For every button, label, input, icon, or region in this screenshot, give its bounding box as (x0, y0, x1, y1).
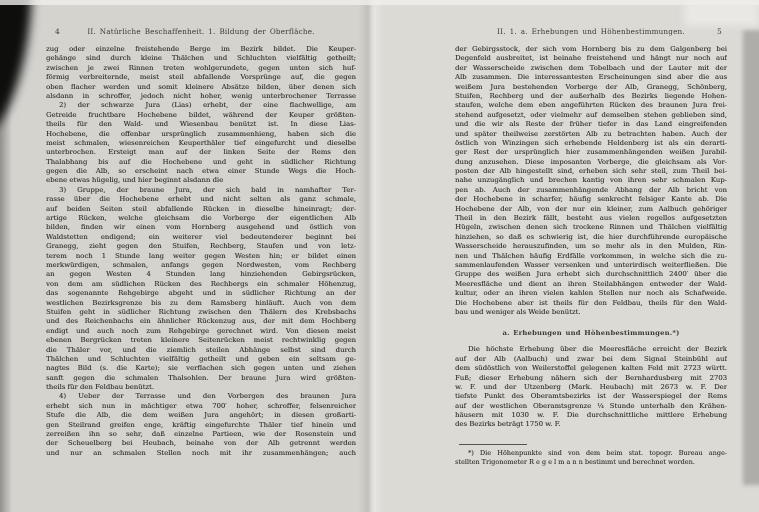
text-line: auf der westlichen Oberamtsgrenze ¼ Stunde unterhalb den Krähen- (455, 401, 727, 410)
text-line: ger Rest der ursprünglich hier zusammenhängenden weißen Jurabil- (455, 148, 727, 157)
text-line: westlichen Bezirksgrenze bis zu dem Ramsberg hinläuft. Auch von dem (46, 298, 356, 307)
text-line: alsdann in schroffer, jedoch nicht hoher, wenig unterbrochener Terrasse (46, 91, 356, 100)
text-line: Granegg, zieht gegen den Stuifen, Rechberg, Staufen und von letz- (46, 242, 356, 251)
text-line: und die wir als Reste der früher tiefer in das Land eingreifenden (455, 120, 727, 129)
text-line: Hochebene der Alb, von der nur ein kleiner, zum Aalbuch gehöriger (455, 204, 727, 213)
right-body-text-bottom (455, 345, 727, 430)
text-line: Thalabhang bis auf die Hochebene und geht in südlicher Richtung (46, 157, 356, 166)
text-line: gehänge sind durch kleine Thälchen und Schluchten vielfältig getheilt; (46, 54, 356, 63)
text-line: häusern mit 1030 w. F. Die durchschnittliche mittlere Erhebung (455, 411, 727, 420)
text-line: Hochebene, die offenbar ursprünglich zusammenhieng, haben sich die (46, 129, 356, 138)
text-line: unterbrochen. Ersteigt man auf der linken Seite der Rems den (46, 148, 356, 157)
right-body-text-top (455, 45, 727, 317)
left-page-number: 4 (55, 27, 60, 36)
text-line: förmig verbreiternde, meist steil abfallende Vorsprünge auf, die gegen (46, 73, 356, 82)
text-line: posten der Alb hingestellt sind, erheben sich sehr steil, zum Theil bei- (455, 167, 727, 176)
text-line: östlich von Winzingen sich erhebende Heldenberg ist als ein derarti- (455, 138, 727, 147)
text-line: erhebt sich nun in mächtiger etwa 700′ hoher, schroffer, felsenreicher (46, 401, 356, 410)
text-line: nen und Thälchen häufig Erdfälle vorkommen, in welche sich die zu- (455, 251, 727, 260)
text-line: der Wasserscheide zwischen dem Tobelbach und der Lauter mit der (455, 63, 727, 72)
left-running-header (46, 27, 356, 36)
text-line: 2) der schwarze Jura (Lias) erhebt, der eine flachwellige, am (59, 101, 356, 110)
left-body-text (46, 45, 356, 458)
text-line: artige Rücken, welche gleichsam die Vorberge der eigentlichen Alb (46, 214, 356, 223)
left-page (46, 27, 356, 458)
text-line: Die höchste Erhebung über die Meeresfläche erreicht der Bezirk (468, 345, 727, 354)
text-line: gegen die Alb, so erscheint nach etwa einer Stunde Wegs die Hoch- (46, 167, 356, 176)
text-line: tiefste Punkt des Oberamtsbezirks ist der Wasserspiegel der Rems (455, 392, 727, 401)
scan-background-strip (743, 30, 759, 485)
page-gutter-shadow (358, 0, 384, 512)
text-line: und nur an schmalen Stellen noch mit ihr zusammenhängen; auch (46, 448, 356, 457)
text-line: w. F. und der Utzenberg (Mark. Heubach) mit 2673 w. F. Der (455, 382, 727, 391)
text-line: nahe unzugänglich und brechen kantig von ihren sehr schmalen Kup- (455, 176, 727, 185)
text-line: bau und weniger als Weide benützt. (455, 307, 581, 316)
text-line: Stuifen, Rechberg und der außerhalb des Bezirks liegende Hohen- (455, 91, 727, 100)
footnote-line: *) Die Höhenpunkte sind von dem beim stat. topogr. Bureau ange- (468, 448, 727, 457)
text-line: bilden, finden wir einen vom Hornberg ausgehend und östlich von (46, 223, 356, 232)
text-line: der Gebirgsstock, der sich vom Hornberg bis zu dem Galgenberg bei (455, 45, 727, 53)
text-line: pen ab. Auch der zusammenhängende Abhang der Alb bricht von (455, 185, 727, 194)
text-line: von dem am südlichen Rücken des Rechbergs ein schmaler Höhenzug, (46, 279, 356, 288)
text-line: theils für den Feldbau benützt. (46, 383, 154, 392)
text-line: dem südöstlich von Weilerstoffel gelegenen kalten Feld mit 2723 württ. (455, 364, 727, 373)
text-line: auf der Alb (Aalbuch) und zwar bei dem Signal Steinbühl auf (455, 354, 727, 363)
text-line: und später theilweise zerstörten Alb zu betrachten haben. Auch der (455, 129, 727, 138)
text-line: das sogenannte Rehgebirge abgeht und in südlicher Richtung an der (46, 289, 356, 298)
text-line: Degenfeld ausbreitet, ist beinahe freistehend und hängt nur noch auf (455, 54, 727, 63)
text-line: 3) Gruppe, der braune Jura, der sich bald in namhafter Ter- (59, 185, 356, 194)
text-line: Fuß; dieser Erhebung nähern sich der Bernhardusberg mit 2703 (455, 373, 727, 382)
text-line: merkwürdigen, schmalen, anfangs gegen Nordwesten, vom Rechberg (46, 260, 356, 269)
text-line: endigt und auch noch zum Rehgebirge gerechnet wird. Von diesen meist (46, 326, 356, 335)
text-line: ebenen Bergrücken treten kleinere Seitenrücken meist rechtwinklig gegen (46, 336, 356, 345)
text-line: staufen, welche dem eben angeführten Rücken des braunen Jura frei- (455, 101, 727, 110)
text-line: gen Steilrand greifen enge, kräftig eingefurchte Thäler tief hinein und (46, 420, 356, 429)
footnote (455, 449, 727, 467)
text-line: Gruppe des weißen Jura erhebt sich durchschnittlich 2400′ über die (455, 270, 727, 279)
scan-top-highlight (0, 0, 759, 5)
text-line: zerreißen ihn so sehr, daß einzelne Partieen, wie der Rosenstein und (46, 430, 356, 439)
text-line: terem noch 1 Stunde lang weiter gegen Westen hin; er bildet einen (46, 251, 356, 260)
text-line: zug oder einzelne freistehende Berge im Bezirk bildet. Die Keuper- (46, 45, 356, 53)
text-line: Stuifen geht in südlicher Richtung zwischen den Thälern des Krebsbachs (46, 307, 356, 316)
text-line: Waldstetten endigend; ein weiterer viel bedeutenderer beginnt bei (46, 232, 356, 241)
text-line: meist schmalen, wiesenreichen Keuperthäler tief eingefurcht und dieselbe (46, 138, 356, 147)
right-page (455, 27, 727, 467)
right-running-header (455, 27, 727, 36)
text-line: Stufe die Alb, die dem weißen Jura angehört; in diesen großarti- (46, 411, 356, 420)
text-line: und des Reichenbachs ein ähnlicher Rückenzug aus, der mit dem Hochberg (46, 317, 356, 326)
text-line: Getreide fruchtbare Hochebene bildet, während der Keuper größten- (46, 110, 356, 119)
text-line: Wasserscheide herauszufinden, um so mehr als in den Mulden, Rin- (455, 242, 727, 251)
footnote-divider (459, 444, 527, 445)
text-line: Die Hochebene aber ist theils für den Feldbau, theils für den Wald- (455, 298, 727, 307)
text-line: Meeresfläche und dient an ihren Steilabhängen entweder der Wald- (455, 279, 727, 288)
text-line: stehend aufgesetzt, oder vielmehr auf demselben stehen geblieben sind, (455, 110, 727, 119)
text-line: nagtes Bild (s. die Karte); sie verflachen sich gegen unten und ziehen (46, 364, 356, 373)
text-line: Thälchen und Schluchten vielfältig getheilt und geben ein seltsam ge- (46, 354, 356, 363)
right-page-number: 5 (717, 27, 722, 36)
text-line: der Hochebene in scharfer, häufig senkrecht felsiger Kante ab. Die (455, 195, 727, 204)
text-line: auf beiden Seiten steil abfallende Rücken in dieselbe hineinragt; der- (46, 204, 356, 213)
text-line: 4) Ueber der Terrasse und den Vorbergen des braunen Jura (59, 392, 356, 401)
text-line: ebene etwas hügelig, und hier beginnt alsdann die (46, 176, 224, 185)
text-line: Theil in den Bezirk fällt, besteht aus vielen regellos aufgesetzten (455, 214, 727, 223)
text-line: weißem Jura bestehenden Vorberge der Alb, Granegg, Schönberg, (455, 82, 727, 91)
text-line: dung anzusehen. Diese imposanten Vorberge, die gleichsam als Vor- (455, 157, 727, 166)
right-running-header-text: II. 1. a. Erhebungen und Höhenbestimmungen. (497, 27, 685, 36)
text-line: hinziehen, so daß es schwierig ist, die hier durchführende europäische (455, 232, 727, 241)
text-line: kultur, oder an ihren vielen kahlen Stellen nur noch als Schafweide. (455, 289, 727, 298)
text-line: theils für den Wald- und Wiesenbau benützt ist. In diese Lias- (46, 120, 356, 129)
text-line: der Scheuelberg bei Heubach, beinahe von der Alb getrennt werden (46, 439, 356, 448)
section-heading: a. Erhebungen und Höhenbestimmungen.*) (502, 329, 680, 338)
text-line: des Bezirks beträgt 1750 w. F. (455, 420, 561, 429)
text-line: sanft gegen die schmalen Thalsohlen. Der braune Jura wird größten- (46, 373, 356, 382)
text-line: die Thäler vor, und die ziemlich steilen Abhänge selbst sind durch (46, 345, 356, 354)
footnote-line: stellten Trigonometer R e g e l m a n n bestimmt und berechnet worden. (455, 457, 695, 466)
text-line: zwischen je zwei Rinnen treten wohlgerundete, gegen unten sich huf- (46, 63, 356, 72)
text-line: an gegen Westen 4 Stunden lang hinziehenden Gebirgsrücken, (46, 270, 356, 279)
text-line: Alb zusammen. Die interessantesten Erscheinungen sind aber die aus (455, 73, 727, 82)
text-line: rasse über die Hochebene erhebt und nicht selten als ganz schmale, (46, 195, 356, 204)
left-running-header-text: II. Natürliche Beschaffenheit. 1. Bildung der Oberfläche. (87, 27, 315, 36)
text-line: Hügeln, zwischen denen sich trockene Rinnen und Thälchen vielfältig (455, 223, 727, 232)
text-line: sammenlaufenden Wasser versenken und unterirdisch weiterfließen. Die (455, 260, 727, 269)
text-line: oben flacher werden und somit kleinere Absätze bilden, über denen sich (46, 82, 356, 91)
